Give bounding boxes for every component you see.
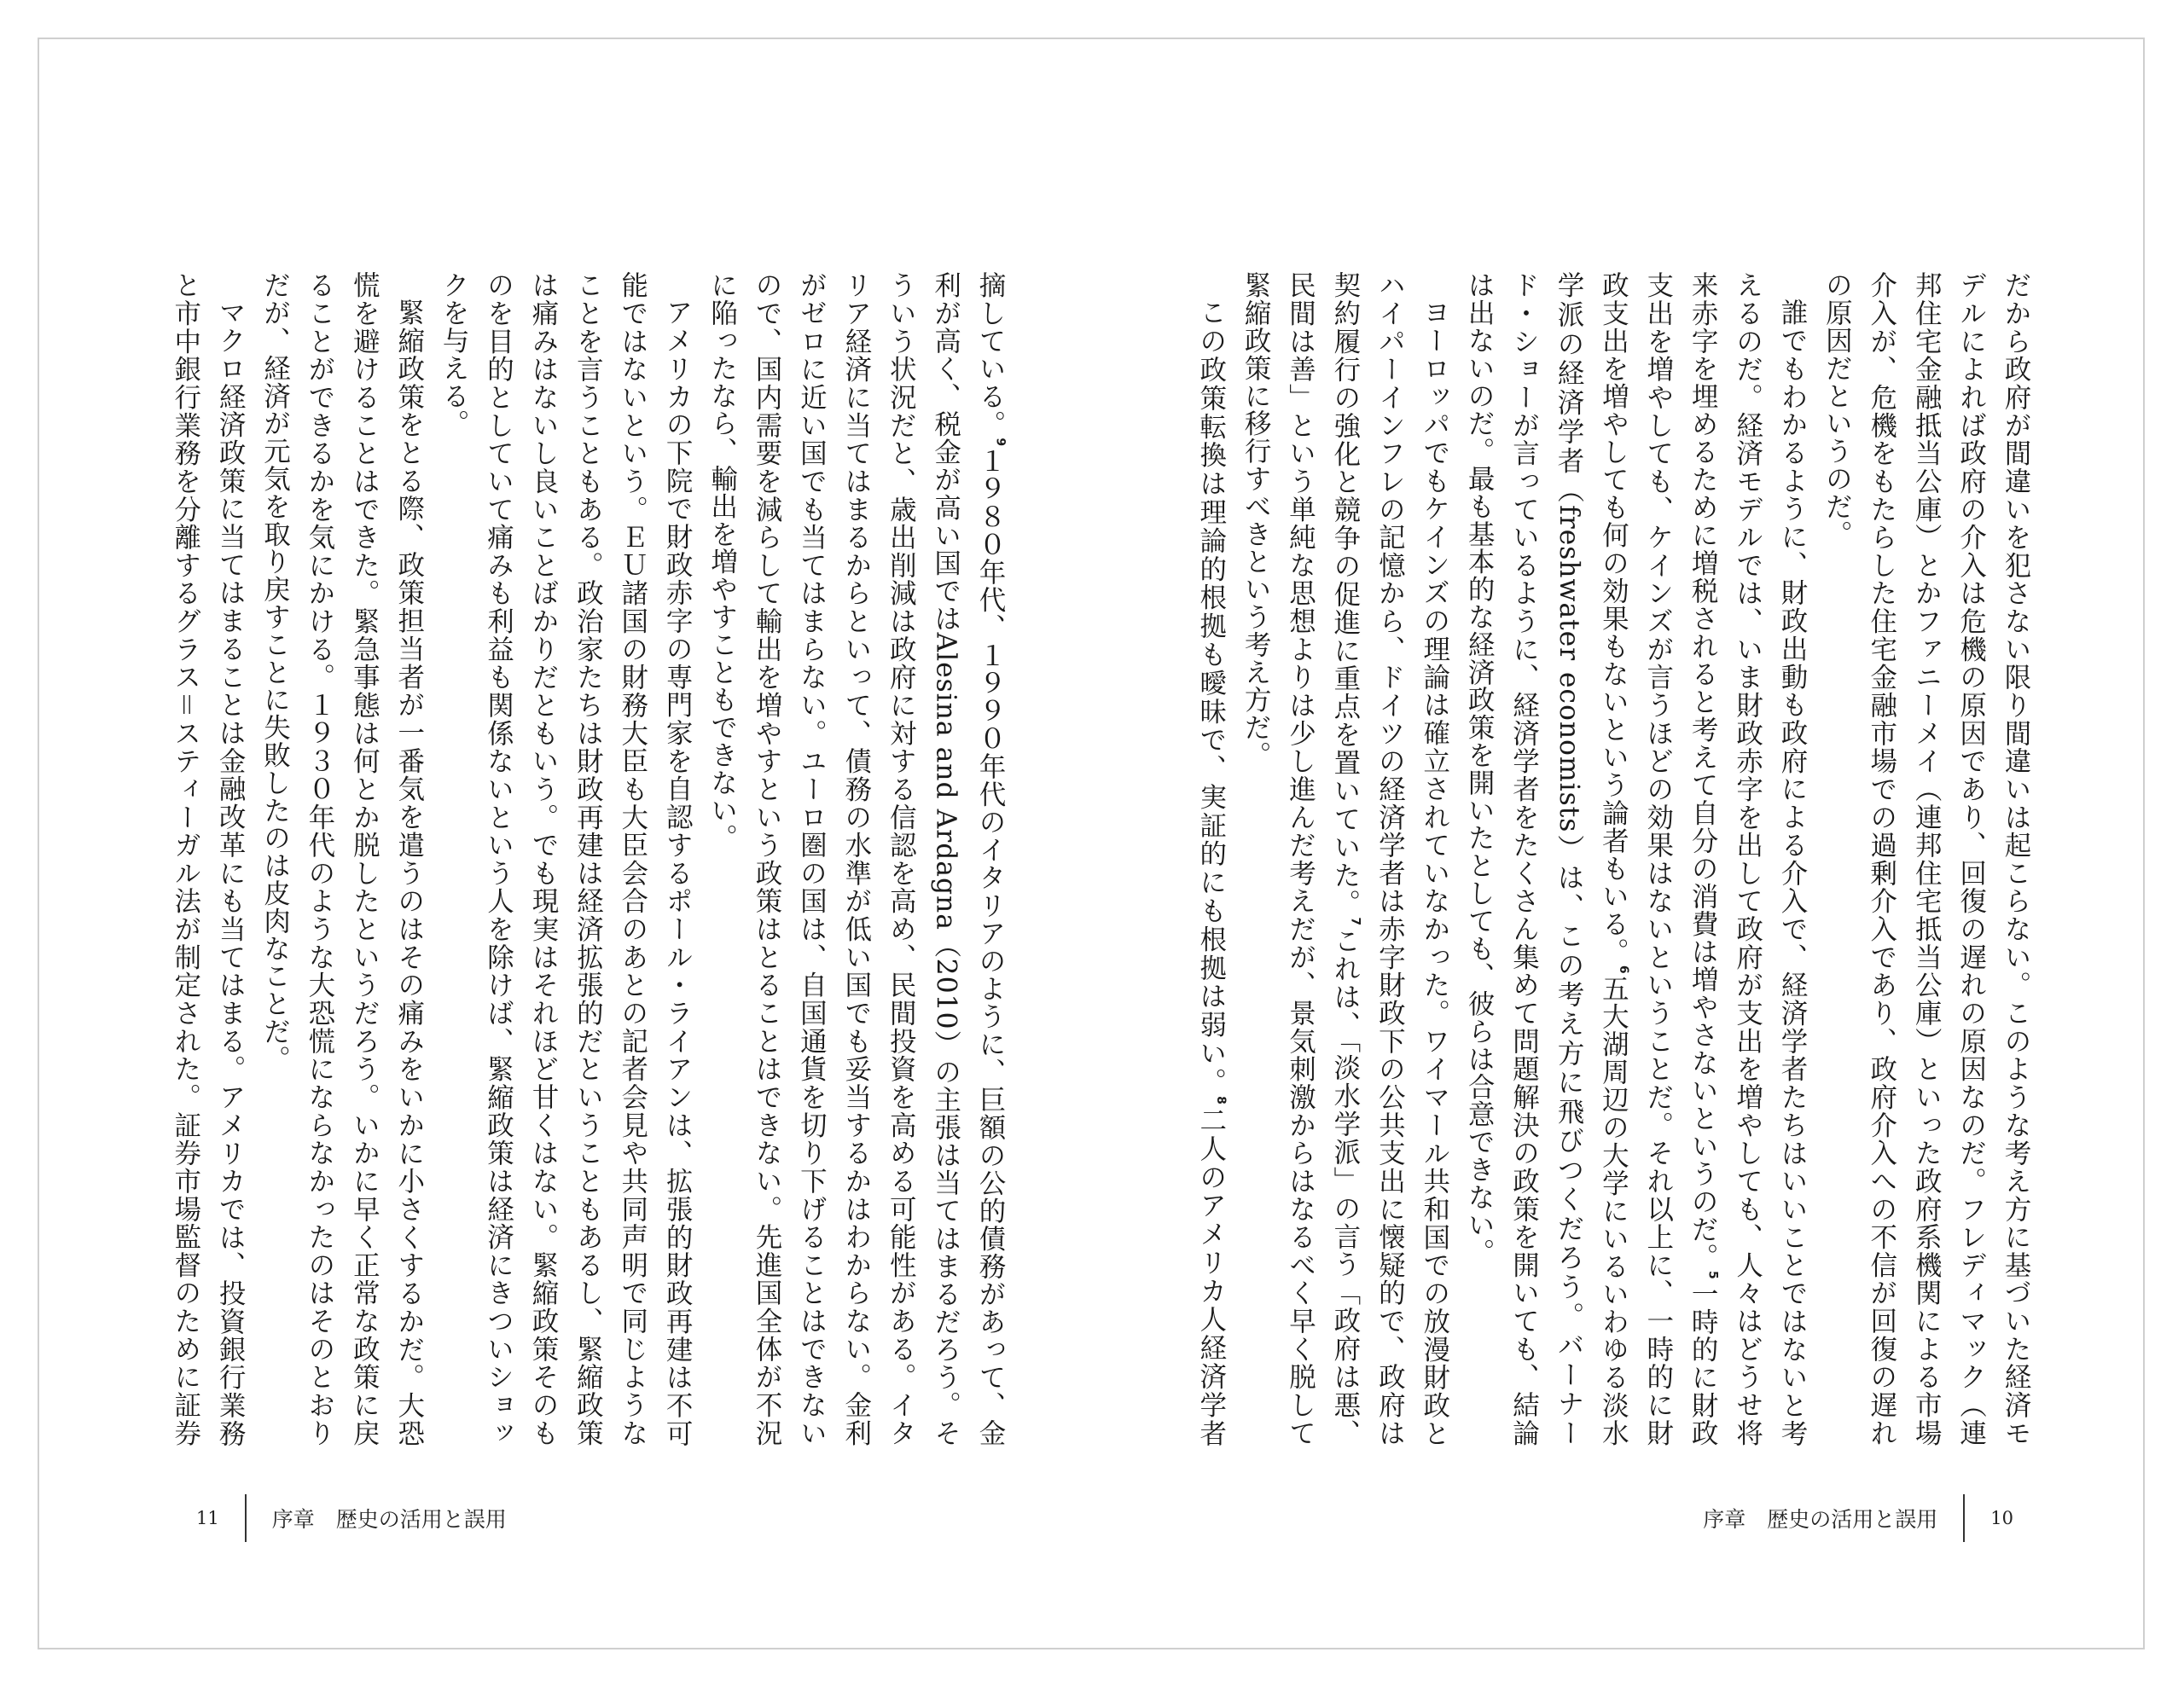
left-page-body xyxy=(158,271,1013,1446)
running-head-left: 序章 歴史の活用と誤用 xyxy=(271,1507,507,1532)
right-page-body xyxy=(1183,271,2038,1446)
footnote-marker[interactable]: 5 xyxy=(1705,1271,1720,1280)
footnote-marker[interactable]: 9 xyxy=(993,438,1008,447)
paragraph xyxy=(1234,271,1457,1446)
paragraph-text: この政策転換は理論的根拠も曖昧で、実証的にも根拠は弱い。 xyxy=(1195,298,1227,1096)
paragraph-text: １９８０年代、１９９０年代のイタリアのように、巨額の公的債務があって、金利が高く、税金が高い国ではAlesina and Ardagna（2010）の主張は当てはまるだろう。そういう状況だと、歳出削減は政府に対する信認を高め、民間投資を高める可能性がある。イタリア経済に当てはまるからといって、債務の水準が低い国でも妥当するかはわからない。金利がゼロに近い国でも当てはまらない。ユーロ圏の国は、自国通貨を切り下げることはできないので、国内需要を減らして輸出を増やすという政策はとることはできない。先進国全体が不況に陥ったなら、輸出を増やすこともできない。 xyxy=(706,271,1006,1446)
paragraph-text: 摘している。 xyxy=(975,271,1006,438)
page-number-left: 11 xyxy=(196,1508,219,1528)
paragraph-text: マクロ経済政策に当てはまることは金融改革にも当てはまる。アメリカでは、投資銀行業務と市中銀行業務を分離するグラス＝スティーガル法が制定された。証券市場監督のために証券 xyxy=(170,271,247,1446)
paragraph xyxy=(253,271,432,1446)
paragraph-text: 二人のアメリカ人経済学者 xyxy=(1195,1104,1227,1446)
paragraph xyxy=(158,271,253,1446)
paragraph-text: 緊縮政策をとる際、政策担当者が一番気を遣うのはその痛みをいかに小さくするかだ。大恐慌を避けることはできた。緊急事態は何とか脱したというだろう。いかに早く正常な政策に戻ることができるかを気にかける。１９３０年代のような大恐慌にならなかったのはそのとおりだが、経済が元気を取り戻すことに失敗したのは皮肉なことだ。 xyxy=(259,271,425,1446)
paragraph xyxy=(1815,271,2038,1446)
paragraph xyxy=(432,271,700,1446)
paragraph-text: 一時的に財政支出を増やしても、ケインズが言うほどの効果はないということだ。それ以上に、一時的に財政支出を増やしても何の効果もないという論者もいる。 xyxy=(1598,271,1719,1446)
paragraph-text: アメリカの下院で財政赤字の専門家を自認するポール・ライアンは、拡張的財政再建は不可能ではないという。ＥＵ諸国の財務大臣も大臣会合のあとの記者会見や共同声明で同じようなことを言うこともある。政治家たちは財政再建は経済拡張的だということもあるし、緊縮政策は痛みはないし良いことばかりだともいう。でも現実はそれほど甘くはない。緊縮政策そのものを目的としていて痛みも利益も関係ないという人を除けば、緊縮政策は経済にきついショックを与える。 xyxy=(439,271,694,1446)
footer-divider-left xyxy=(245,1494,247,1542)
paragraph xyxy=(1457,271,1815,1446)
paragraph xyxy=(700,271,1013,1446)
right-page-footer xyxy=(1703,1494,2013,1542)
paragraph-text: 誰でもわかるように、財政出動も政府による介入で、経済学者たちはいいことではないと考えるのだ。経済モデルでは、いま財政赤字を出して政府が支出を増やしても、人々はどうせ将来赤字を埋めるために増税されると考えて自分の消費は増やさないというのだ。 xyxy=(1687,271,1808,1446)
footnote-marker[interactable]: 8 xyxy=(1214,1095,1228,1105)
footnote-marker[interactable]: 7 xyxy=(1348,917,1362,927)
paragraph-text: これは、「淡水学派」の言う「政府は悪、民間は善」という単純な思想よりは少し進んだ考えだが、景気刺激からはなるべく早く脱して緊縮政策に移行すべきという考え方だ。 xyxy=(1240,271,1361,1446)
paragraph-text: ヨーロッパでもケインズの理論は確立されていなかった。ワイマール共和国での放漫財政とハイパーインフレの記憶から、ドイツの経済学者は赤字財政下の公共支出に懐疑的で、政府は契約履行の強化と競争の促進に重点を置いていた。 xyxy=(1329,271,1450,1446)
running-head-right: 序章 歴史の活用と誤用 xyxy=(1703,1507,1938,1532)
left-page-footer xyxy=(196,1494,507,1542)
page-number-right: 10 xyxy=(1990,1508,2013,1528)
paragraph xyxy=(1183,271,1234,1446)
footnote-marker[interactable]: 6 xyxy=(1616,965,1630,975)
paragraph-text: だから政府が間違いを犯さない限り間違いは起こらない。このような考え方に基づいた経済モデルによれば政府の介入は危機の原因であり、回復の遅れの原因なのだ。フレディマック（連邦住宅金融抵当公庫）とかファニーメイ（連邦住宅抵当公庫）といった政府系機関による市場介入が、危機をもたらした住宅金融市場での過剰介入であり、政府介入への不信が回復の遅れの原因だというのだ。 xyxy=(1821,271,2031,1446)
paragraph-text: 五大湖周辺の大学にいるいわゆる淡水学派の経済学者（freshwater economists）は、この考え方に飛びつくだろう。バーナード・ショーが言っているように、経済学者をたくさん集めて問題解決の政策を開いても、結論は出ないのだ。最も基本的な経済政策を開いたとしても、彼らは合意できない。 xyxy=(1464,271,1629,1446)
footer-divider-right xyxy=(1963,1494,1965,1542)
